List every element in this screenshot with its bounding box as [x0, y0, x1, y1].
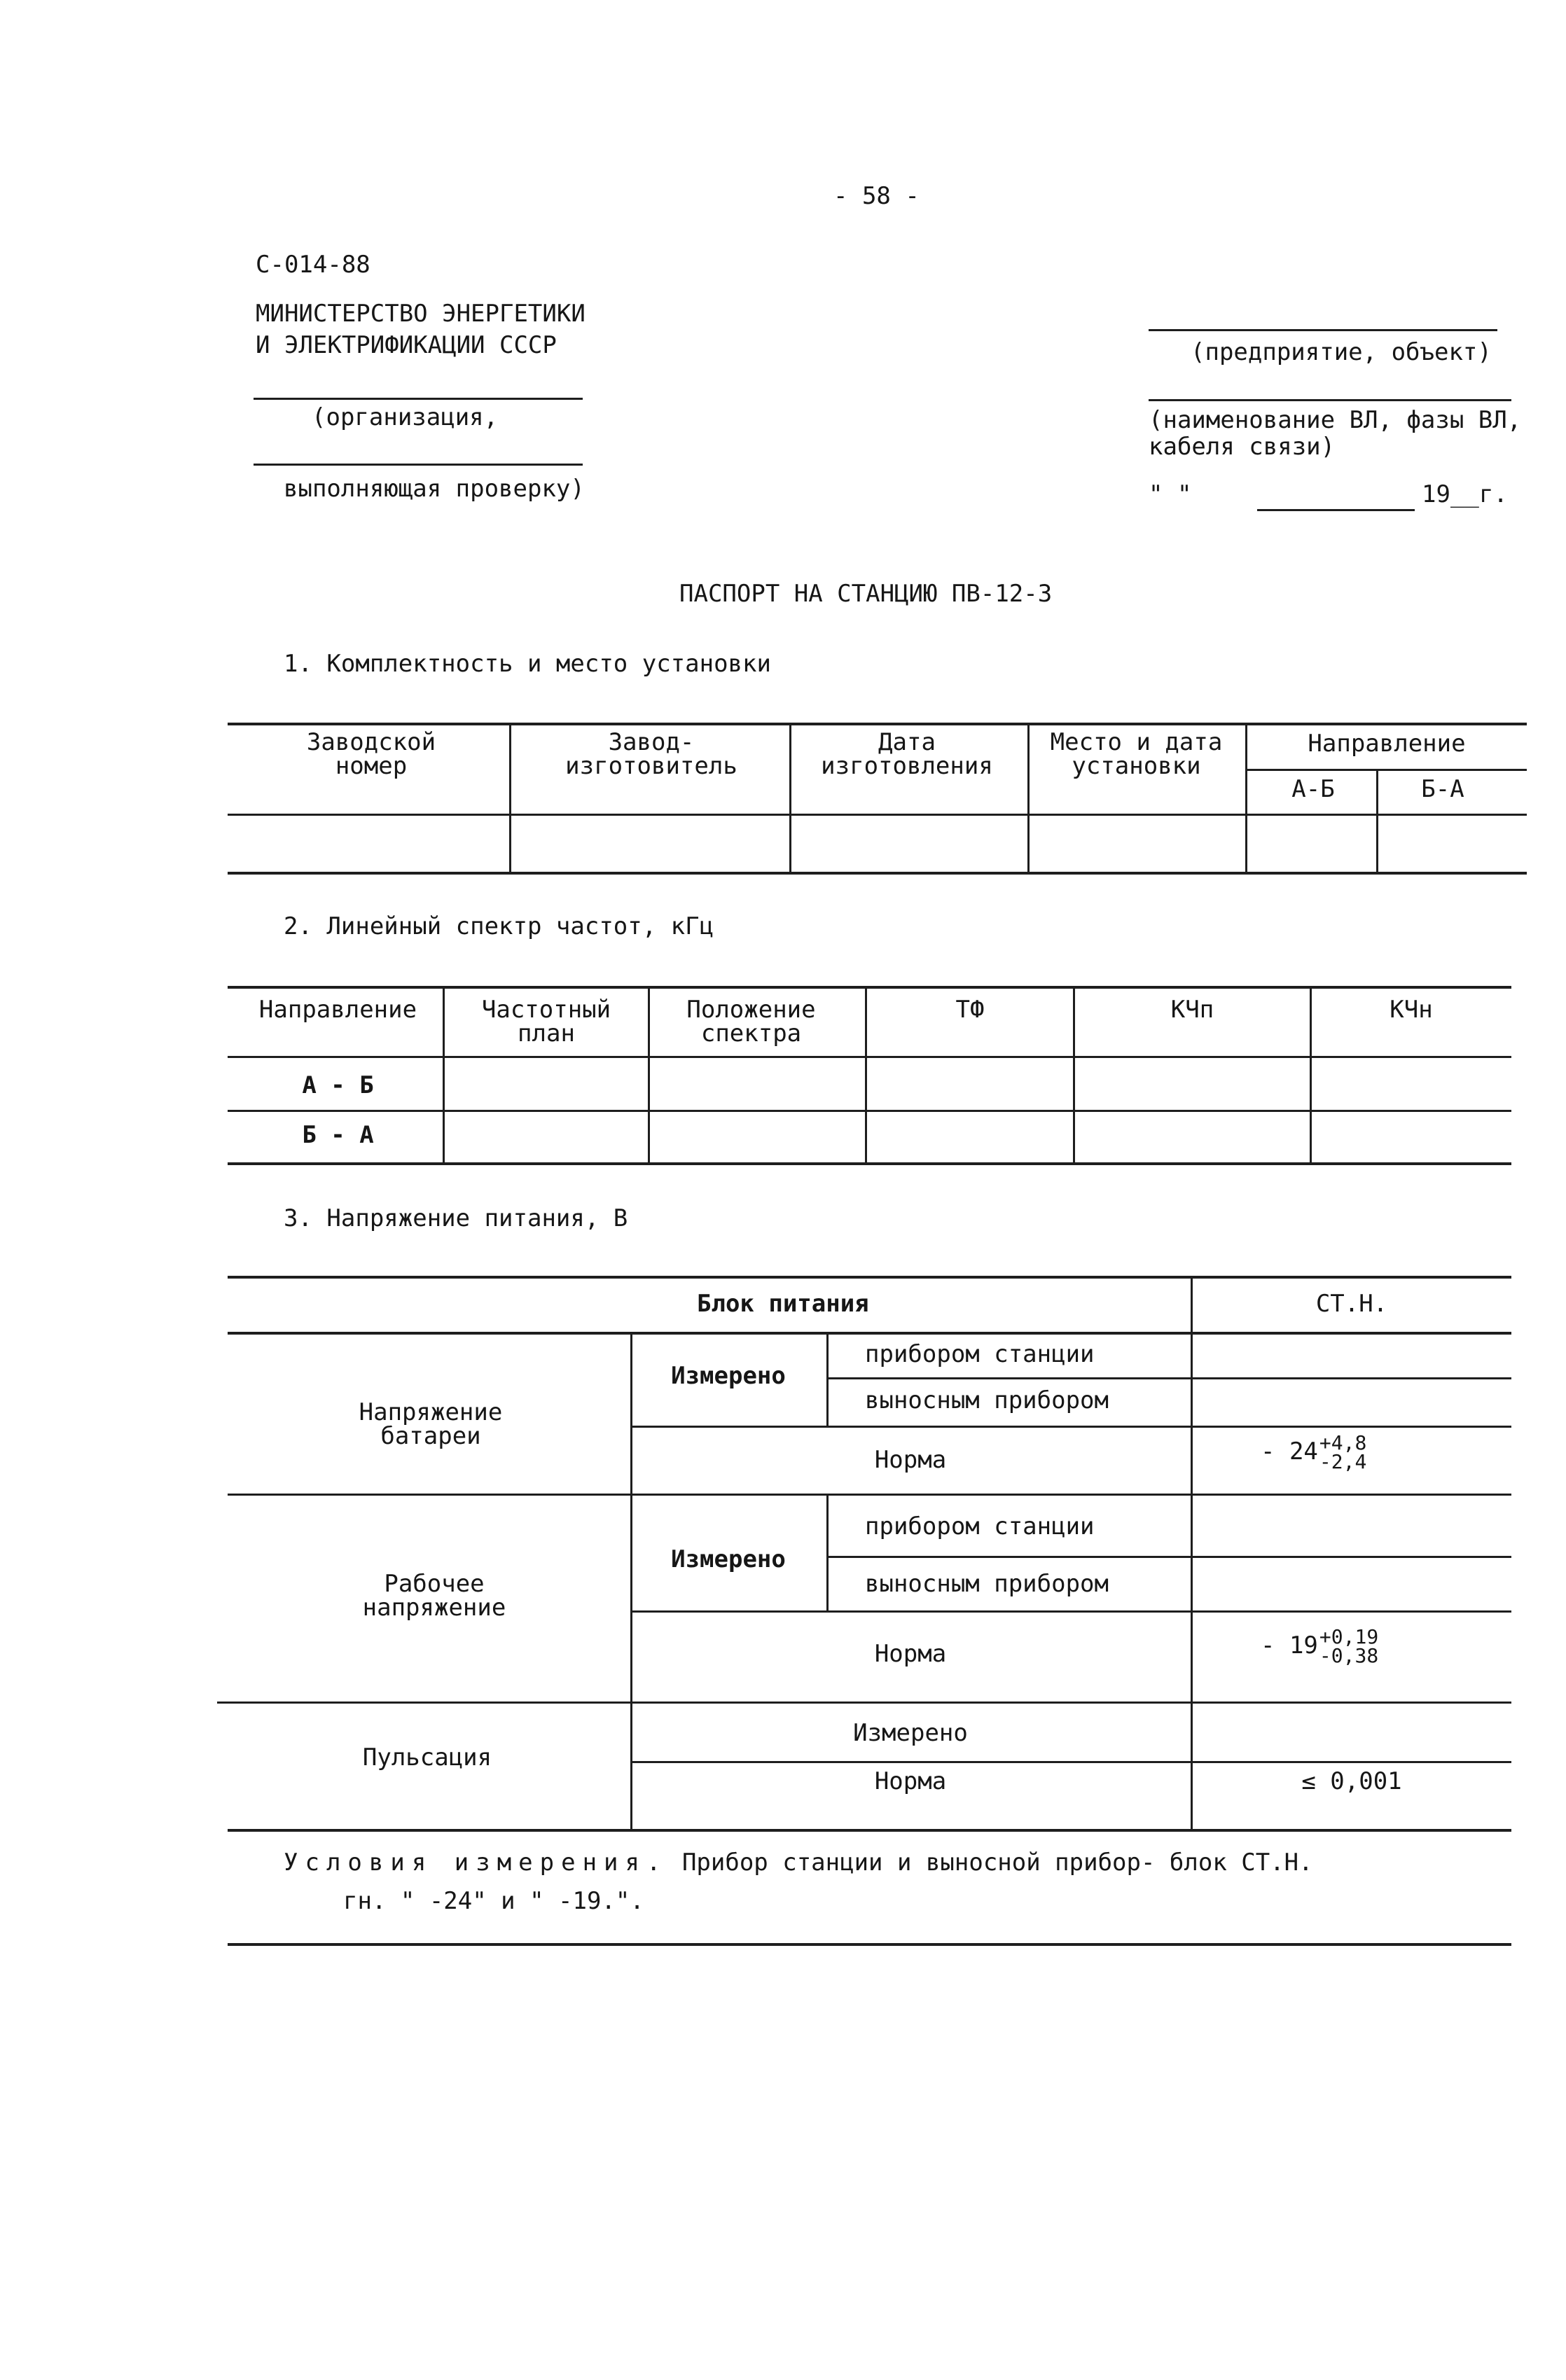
subcolumn-a-b: А-Б [1291, 775, 1335, 803]
column-header-spectrum-position: Положение спектра [686, 996, 816, 1048]
row-label-battery-voltage: Напряжение батареи [359, 1398, 503, 1450]
row-label-a-b: А - Б [302, 1071, 374, 1099]
enterprise-caption: (предприятие, объект) [1191, 338, 1492, 366]
ministry-line-1: МИНИСТЕРСТВО ЭНЕРГЕТИКИ [256, 300, 585, 328]
organization-blank-line [254, 398, 583, 400]
by-station-battery: прибором станции [865, 1340, 1095, 1368]
ripple-norm-value: ≤ 0,001 [1301, 1767, 1402, 1795]
conditions-line-2: гн. " -24" и " -19.". [343, 1887, 644, 1915]
section-2-heading: 2. Линейный спектр частот, кГц [284, 912, 714, 940]
battery-norm-plus: +4,8 [1319, 1431, 1367, 1454]
column-header-manufacture-date: Дата изготовления [821, 728, 993, 780]
norm-label-battery: Норма [874, 1446, 947, 1474]
date-blank-line [1257, 509, 1415, 511]
line-name-caption-1: (наименование ВЛ, фазы ВЛ, [1149, 406, 1522, 434]
column-header-power-block: Блок питания [697, 1290, 869, 1318]
row-label-ripple: Пульсация [362, 1744, 492, 1772]
conditions-label: Условия измерения. [284, 1849, 668, 1877]
column-header-tf: ТФ [955, 996, 985, 1024]
section-3-heading: 3. Напряжение питания, В [284, 1204, 628, 1232]
closing-rule [228, 1943, 1511, 1946]
column-header-kchn: КЧн [1390, 996, 1433, 1024]
battery-norm-base: - 24 [1261, 1438, 1318, 1466]
subcolumn-b-a: Б-А [1421, 775, 1464, 803]
line-name-caption-2: кабеля связи) [1149, 433, 1336, 461]
enterprise-blank-line [1149, 329, 1497, 331]
document-code: С-014-88 [256, 251, 370, 279]
organization-caption: (организация, [312, 403, 499, 431]
norm-label-ripple: Норма [874, 1767, 947, 1795]
working-norm-minus: -0,38 [1319, 1643, 1379, 1667]
date-year: 19__г. [1422, 480, 1508, 508]
column-header-manufacturer: Завод-изготовитель [565, 728, 737, 780]
measured-label-battery: Измерено [671, 1362, 786, 1390]
column-header-stn: СТ.Н. [1315, 1290, 1388, 1318]
date-quotes: " " [1149, 480, 1192, 508]
conditions-text-1: Прибор станции и выносной прибор- блок СТ.Н. [681, 1849, 1313, 1877]
line-name-blank-line [1149, 399, 1511, 401]
measured-label-working: Измерено [671, 1545, 786, 1573]
battery-norm-value [1261, 1431, 1367, 1473]
row-label-working-voltage: Рабочее напряжение [362, 1570, 506, 1622]
working-norm-value [1261, 1625, 1379, 1667]
working-norm-base: - 19 [1261, 1631, 1318, 1660]
document-title: ПАСПОРТ НА СТАНЦИЮ ПВ-12-3 [679, 580, 1053, 608]
row-label-b-a: Б - А [302, 1121, 374, 1149]
column-header-serial-number: Заводской номер [306, 728, 436, 780]
measured-label-ripple: Измерено [853, 1719, 968, 1747]
column-header-direction: Направление [258, 996, 417, 1024]
norm-label-working: Норма [874, 1640, 947, 1668]
ministry-line-2: И ЭЛЕКТРИФИКАЦИИ СССР [256, 331, 557, 359]
column-header-frequency-plan: Частотный план [481, 996, 611, 1048]
working-norm-plus: +0,19 [1319, 1625, 1379, 1648]
column-header-install-place-date: Место и дата установки [1050, 728, 1223, 780]
conditions-line-1 [284, 1850, 1313, 1876]
section-1-heading: 1. Комплектность и место установки [284, 650, 771, 678]
page-number: - 58 - [833, 182, 920, 210]
by-external-working: выносным прибором [865, 1570, 1109, 1598]
column-header-direction: Направление [1308, 730, 1466, 758]
by-external-battery: выносным прибором [865, 1386, 1109, 1414]
verifier-blank-line [254, 464, 583, 466]
battery-norm-minus: -2,4 [1319, 1449, 1367, 1473]
column-header-kchp: КЧп [1170, 996, 1214, 1024]
verifier-caption: выполняющая проверку) [284, 475, 585, 503]
by-station-working: прибором станции [865, 1512, 1095, 1540]
